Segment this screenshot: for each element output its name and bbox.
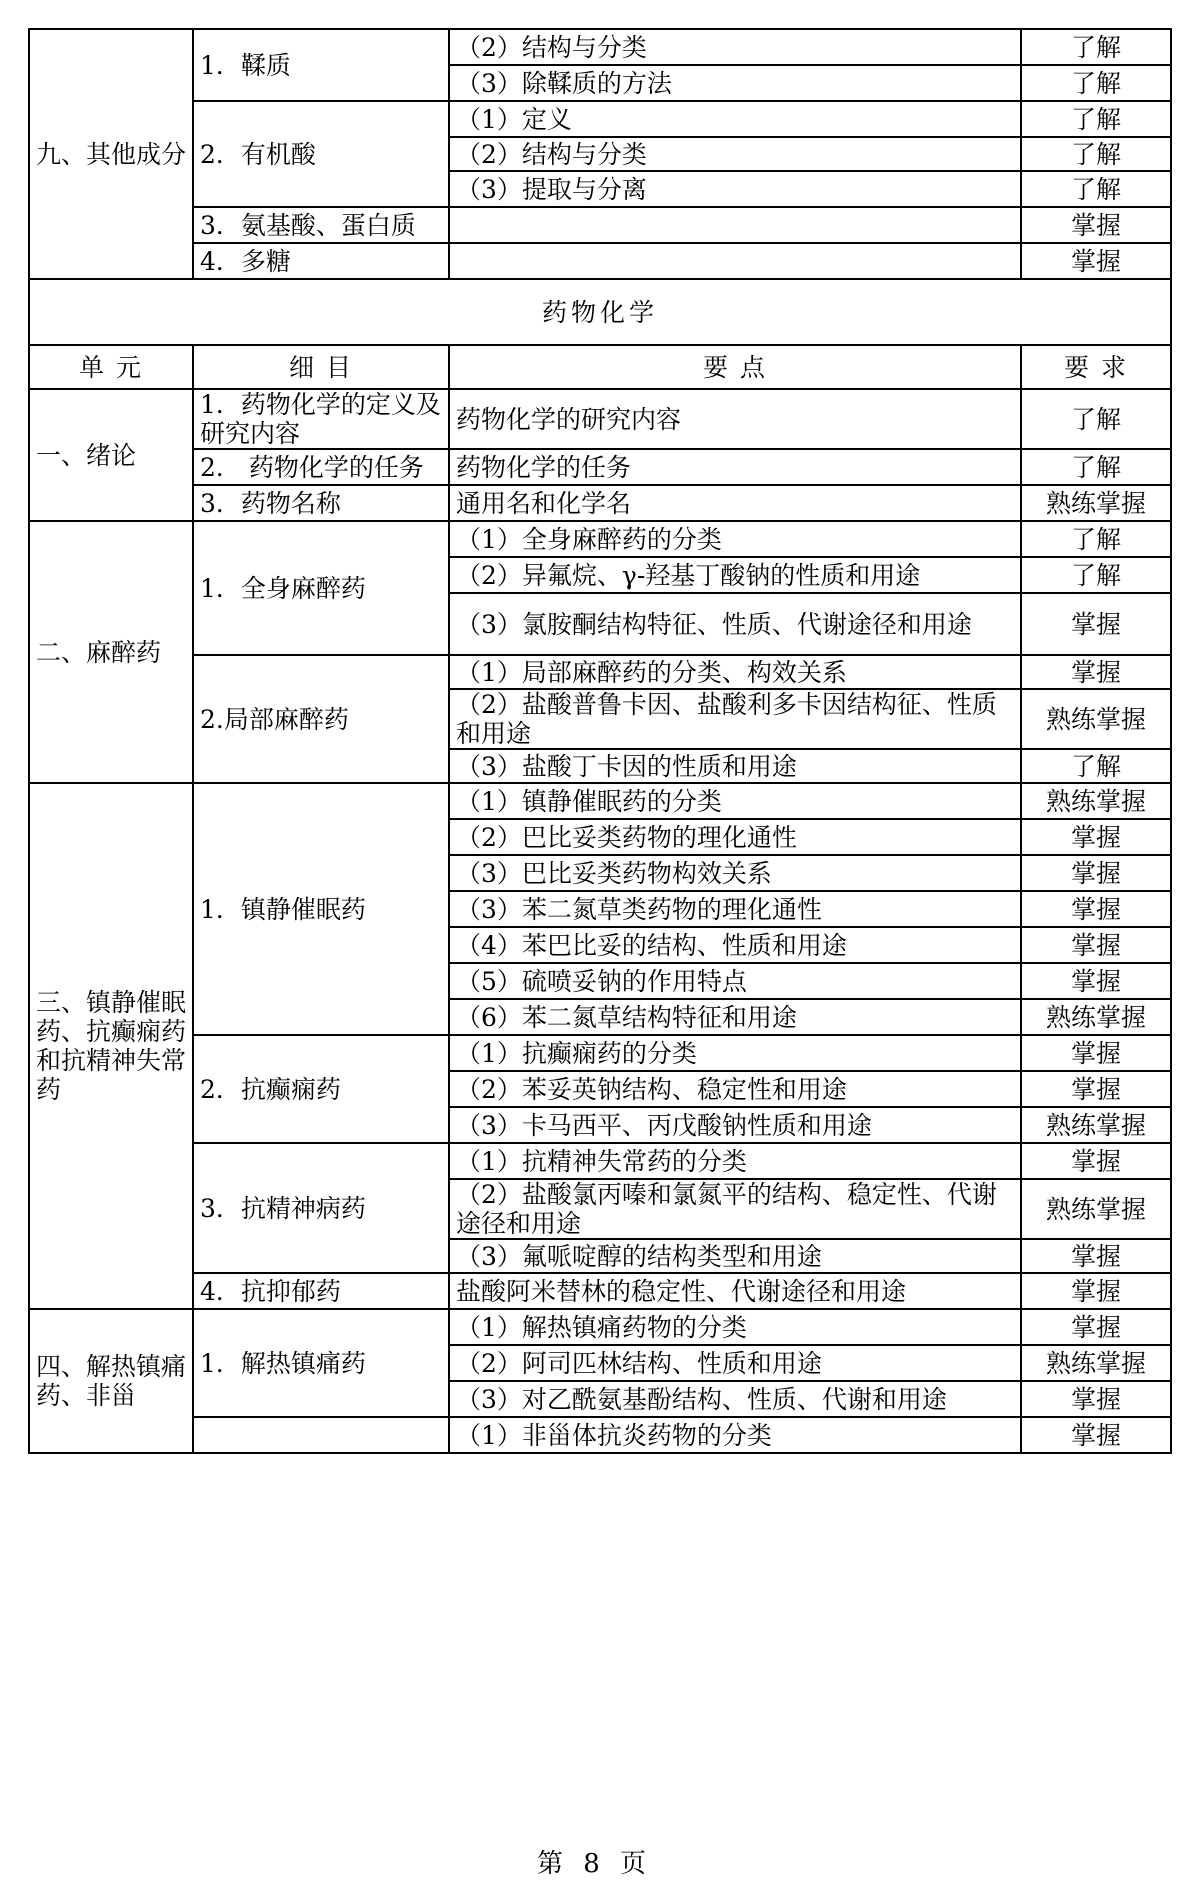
requirement-cell: 熟练掌握 [1021,1345,1171,1381]
requirement-cell: 了解 [1021,137,1171,171]
point-cell: （1）解热镇痛药物的分类 [449,1309,1021,1345]
requirement-cell: 掌握 [1021,593,1171,655]
requirement-cell: 掌握 [1021,1273,1171,1309]
requirement-cell: 掌握 [1021,1381,1171,1417]
detail-cell: 4．多糖 [193,243,449,279]
requirement-cell: 了解 [1021,101,1171,137]
detail-cell: 1．镇静催眠药 [193,783,449,1035]
point-cell: （2）结构与分类 [449,29,1021,65]
point-cell: （3）提取与分离 [449,171,1021,207]
point-cell: （3）苯二氮草类药物的理化通性 [449,891,1021,927]
point-cell: （3）对乙酰氨基酚结构、性质、代谢和用途 [449,1381,1021,1417]
requirement-cell: 熟练掌握 [1021,999,1171,1035]
header-requirement: 要 求 [1021,345,1171,389]
point-cell: （1）抗精神失常药的分类 [449,1143,1021,1179]
point-cell: （1）全身麻醉药的分类 [449,521,1021,557]
table-row [29,485,1171,521]
point-cell: （2）异氟烷、γ-羟基丁酸钠的性质和用途 [449,557,1021,593]
point-cell: （2）巴比妥类药物的理化通性 [449,819,1021,855]
table-row [29,243,1171,279]
requirement-cell: 掌握 [1021,891,1171,927]
page-cutoff [28,1760,1170,1780]
point-cell: 通用名和化学名 [449,485,1021,521]
detail-cell: 2． 药物化学的任务 [193,449,449,485]
syllabus-table [28,28,1172,1454]
detail-cell: 2．有机酸 [193,101,449,207]
table-row [29,521,1171,557]
detail-cell: 3．抗精神病药 [193,1143,449,1273]
requirement-cell: 掌握 [1021,243,1171,279]
point-cell: （3）巴比妥类药物构效关系 [449,855,1021,891]
point-cell [449,207,1021,243]
requirement-cell: 掌握 [1021,1035,1171,1071]
requirement-cell: 了解 [1021,389,1171,449]
table-row [29,29,1171,65]
requirement-cell: 了解 [1021,521,1171,557]
requirement-cell: 掌握 [1021,1417,1171,1453]
point-cell: （3）除鞣质的方法 [449,65,1021,101]
header-unit: 单 元 [29,345,193,389]
requirement-cell: 了解 [1021,171,1171,207]
requirement-cell: 了解 [1021,449,1171,485]
syllabus-page [28,28,1170,1454]
detail-cell: 4．抗抑郁药 [193,1273,449,1309]
requirement-cell: 掌握 [1021,1143,1171,1179]
table-row [29,1309,1171,1345]
point-cell: （1）非甾体抗炎药物的分类 [449,1417,1021,1453]
point-cell: （2）苯妥英钠结构、稳定性和用途 [449,1071,1021,1107]
detail-cell: 1．药物化学的定义及研究内容 [193,389,449,449]
medicinal-chemistry-section [29,389,1171,1453]
requirement-cell: 掌握 [1021,207,1171,243]
unit-cell: 四、解热镇痛药、非甾 [29,1309,193,1453]
point-cell: （2）盐酸氯丙嗪和氯氮平的结构、稳定性、代谢途径和用途 [449,1179,1021,1239]
point-cell: （3）氟哌啶醇的结构类型和用途 [449,1239,1021,1273]
table-row [29,655,1171,689]
header-points: 要 点 [449,345,1021,389]
requirement-cell: 掌握 [1021,855,1171,891]
requirement-cell: 熟练掌握 [1021,783,1171,819]
point-cell: （3）氯胺酮结构特征、性质、代谢途径和用途 [449,593,1021,655]
table-row [29,101,1171,137]
table-row [29,207,1171,243]
point-cell: （1）镇静催眠药的分类 [449,783,1021,819]
point-cell: （3）盐酸丁卡因的性质和用途 [449,749,1021,783]
detail-cell: 1．解热镇痛药 [193,1309,449,1417]
unit-cell: 二、麻醉药 [29,521,193,783]
detail-cell: 2.局部麻醉药 [193,655,449,783]
requirement-cell: 了解 [1021,749,1171,783]
point-cell: （1）局部麻醉药的分类、构效关系 [449,655,1021,689]
point-cell: （4）苯巴比妥的结构、性质和用途 [449,927,1021,963]
requirement-cell: 掌握 [1021,819,1171,855]
point-cell: （2）结构与分类 [449,137,1021,171]
point-cell: （1）定义 [449,101,1021,137]
requirement-cell: 了解 [1021,29,1171,65]
table-header [29,345,1171,389]
requirement-cell: 掌握 [1021,927,1171,963]
unit-cell: 一、绪论 [29,389,193,521]
table-row [29,449,1171,485]
requirement-cell: 熟练掌握 [1021,1107,1171,1143]
table-row [29,389,1171,449]
point-cell [449,243,1021,279]
requirement-cell: 熟练掌握 [1021,689,1171,749]
point-cell: 药物化学的任务 [449,449,1021,485]
detail-cell [193,1417,449,1453]
point-cell: （1）抗癫痫药的分类 [449,1035,1021,1071]
detail-cell: 2．抗癫痫药 [193,1035,449,1143]
detail-cell: 3．氨基酸、蛋白质 [193,207,449,243]
requirement-cell: 掌握 [1021,963,1171,999]
point-cell: （2）阿司匹林结构、性质和用途 [449,1345,1021,1381]
point-cell: （3）卡马西平、丙戊酸钠性质和用途 [449,1107,1021,1143]
requirement-cell: 掌握 [1021,1239,1171,1273]
point-cell: （2）盐酸普鲁卡因、盐酸利多卡因结构征、性质和用途 [449,689,1021,749]
requirement-cell: 了解 [1021,65,1171,101]
header-detail: 细 目 [193,345,449,389]
requirement-cell: 了解 [1021,557,1171,593]
page-number: 第 8 页 [536,1849,653,1879]
unit-cell: 九、其他成分 [29,29,193,279]
table-row [29,1035,1171,1071]
requirement-cell: 熟练掌握 [1021,485,1171,521]
point-cell: （6）苯二氮草结构特征和用途 [449,999,1021,1035]
detail-cell: 1．全身麻醉药 [193,521,449,655]
requirement-cell: 熟练掌握 [1021,1179,1171,1239]
table-row [29,783,1171,819]
requirement-cell: 掌握 [1021,1071,1171,1107]
point-cell: 药物化学的研究内容 [449,389,1021,449]
table-row [29,1417,1171,1453]
requirement-cell: 掌握 [1021,655,1171,689]
section-title: 药物化学 [29,279,1171,345]
unit-cell: 三、镇静催眠药、抗癫痫药和抗精神失常药 [29,783,193,1309]
section-title-row [29,279,1171,345]
point-cell: 盐酸阿米替林的稳定性、代谢途径和用途 [449,1273,1021,1309]
requirement-cell: 掌握 [1021,1309,1171,1345]
table-row [29,1273,1171,1309]
table-row [29,1143,1171,1179]
point-cell: （5）硫喷妥钠的作用特点 [449,963,1021,999]
other-components-section [29,29,1171,279]
detail-cell: 3．药物名称 [193,485,449,521]
detail-cell: 1．鞣质 [193,29,449,101]
